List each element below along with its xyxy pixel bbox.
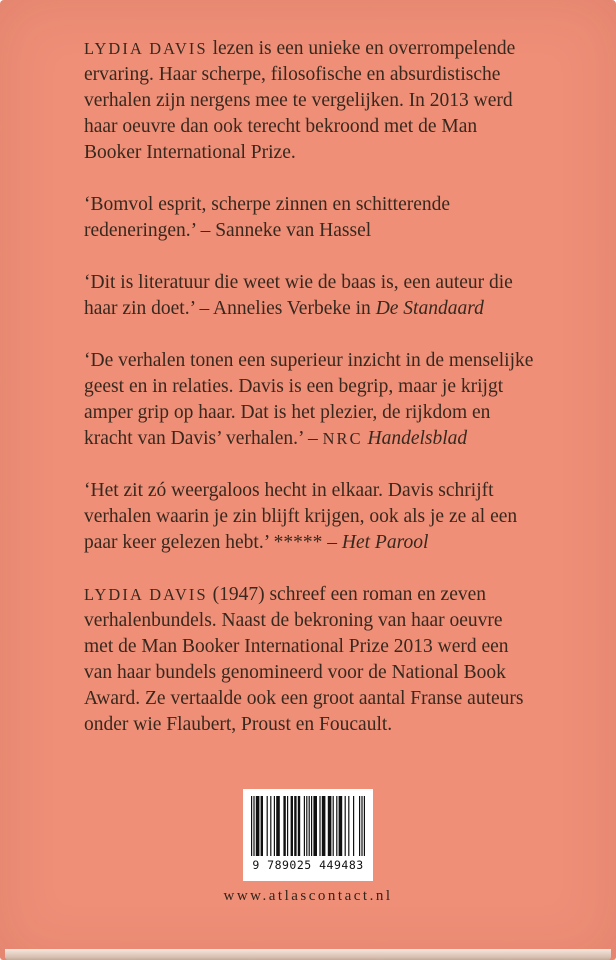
- quote-annelies-verbeke: [84, 270, 534, 322]
- source-het-parool: Het Parool: [341, 532, 429, 553]
- book-pages-edge: [5, 949, 611, 960]
- author-name: LYDIA DAVIS: [84, 39, 208, 58]
- quote-text: ‘De verhalen tonen een superieur inzicht in de menselijke geest en in relaties. Davis is een begrip, maar je krijgt amper grip op haar. Dat is het plezier, de rijkdom en kracht van Davis’ verhalen.’ –: [84, 350, 534, 449]
- source-de-standaard: De Standaard: [375, 298, 484, 319]
- bio-text: (1947) schreef een roman en zeven verhalenbundels. Naast de bekroning van haar oeuvre met de Man Booker International Prize 2013 werd een van haar bundels genomineerd voor de National Book Award. Ze vertaalde ook een groot aantal Franse auteurs onder wie Flaubert, Proust en Foucault.: [84, 584, 524, 735]
- author-name: LYDIA DAVIS: [84, 585, 208, 604]
- publisher-website: www.atlascontact.nl: [223, 888, 393, 904]
- quote-text: ‘Het zit zó weergaloos hecht in elkaar. Davis schrijft verhalen waarin je zin blijft krijgen, ook als je ze al een paar keer gelezen hebt.’ ***** –: [84, 480, 518, 553]
- blurb-text-block: [84, 36, 534, 764]
- quote-het-parool: [84, 478, 534, 556]
- barcode-icon: [251, 796, 365, 856]
- quote-sanneke-van-hassel: [84, 192, 534, 244]
- quote-text: ‘Bomvol esprit, scherpe zinnen en schitterende redeneringen.’ – Sanneke van Hassel: [84, 194, 451, 241]
- isbn-number: 9 789025 449483: [252, 858, 364, 872]
- intro-text: lezen is een unieke en overrompelende ervaring. Haar scherpe, filosofische en absurdistische verhalen zijn nergens mee te vergelijken. In 2013 werd haar oeuvre dan ook terecht bekroond met de Man Booker International Prize.: [84, 38, 516, 163]
- source-handelsblad: Handelsblad: [362, 428, 468, 449]
- barcode-panel: [243, 789, 373, 881]
- quote-nrc-handelsblad: [84, 348, 534, 452]
- paragraph-intro: [84, 36, 534, 166]
- source-nrc: NRC: [322, 429, 363, 448]
- paragraph-bio: [84, 582, 534, 738]
- quote-text: ‘Dit is literatuur die weet wie de baas is, een auteur die haar zin doet.’ – Annelies Verbeke in: [84, 272, 513, 319]
